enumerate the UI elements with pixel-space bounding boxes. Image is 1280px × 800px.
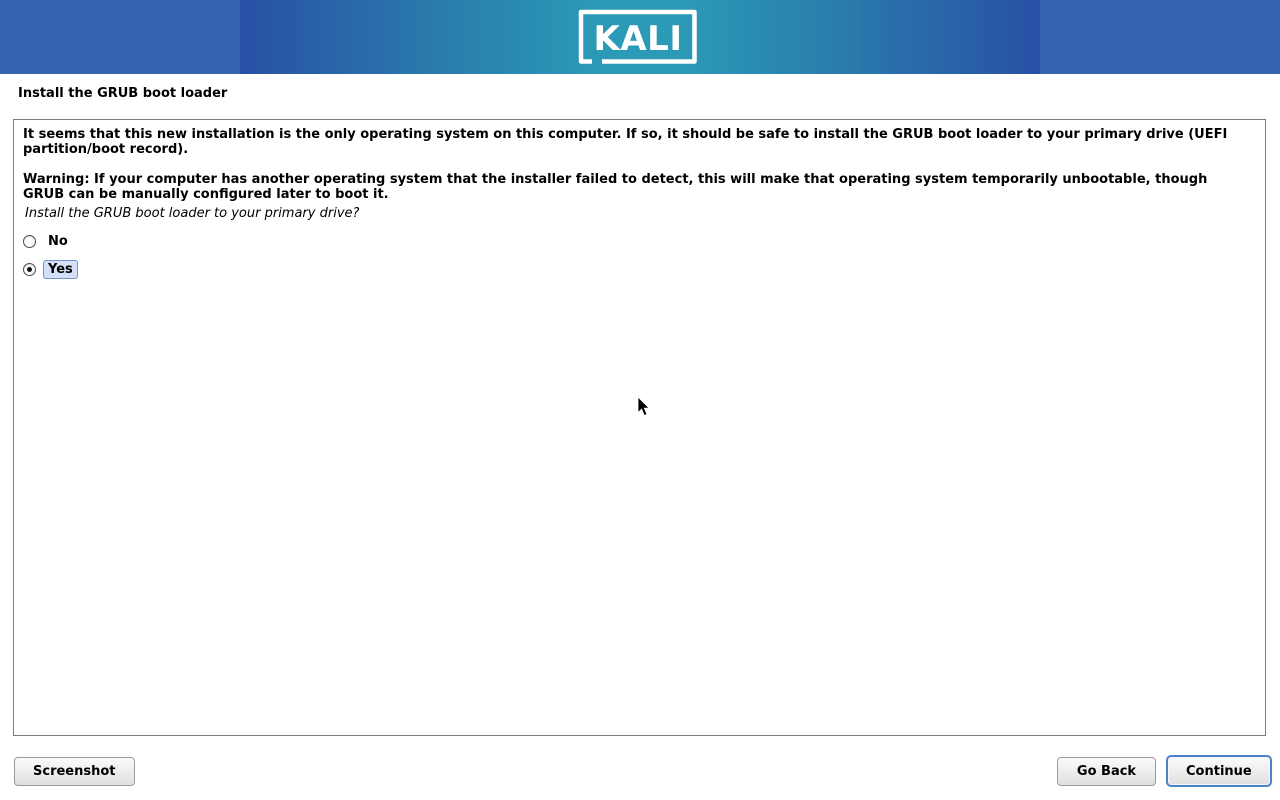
radio-no-label[interactable]: No xyxy=(48,233,68,249)
content-panel xyxy=(13,119,1266,736)
kali-logo-text: KALI xyxy=(593,19,683,59)
kali-logo-icon xyxy=(578,9,700,65)
page-title: Install the GRUB boot loader xyxy=(18,86,228,101)
radio-option-no[interactable] xyxy=(23,231,73,251)
grub-info-paragraph: It seems that this new installation is the only operating system on this computer. If so, it should be safe to install the GRUB boot loader to your primary drive (UEFI partition/boot record). xyxy=(23,127,1228,157)
radio-no-circle-icon[interactable] xyxy=(23,235,36,248)
grub-question: Install the GRUB boot loader to your primary drive? xyxy=(25,206,360,221)
screenshot-button[interactable]: Screenshot xyxy=(14,757,135,786)
grub-warning-paragraph: Warning: If your computer has another operating system that the installer failed to detect, this will make that operating system temporarily unbootable, though GRUB can be manually configured later to boot it. xyxy=(23,172,1208,202)
radio-yes-circle-icon[interactable] xyxy=(23,263,36,276)
radio-yes-label[interactable]: Yes xyxy=(43,260,78,279)
radio-option-yes[interactable] xyxy=(23,259,78,279)
continue-button[interactable]: Continue xyxy=(1166,755,1272,787)
banner xyxy=(0,0,1280,74)
go-back-button[interactable]: Go Back xyxy=(1057,757,1156,786)
